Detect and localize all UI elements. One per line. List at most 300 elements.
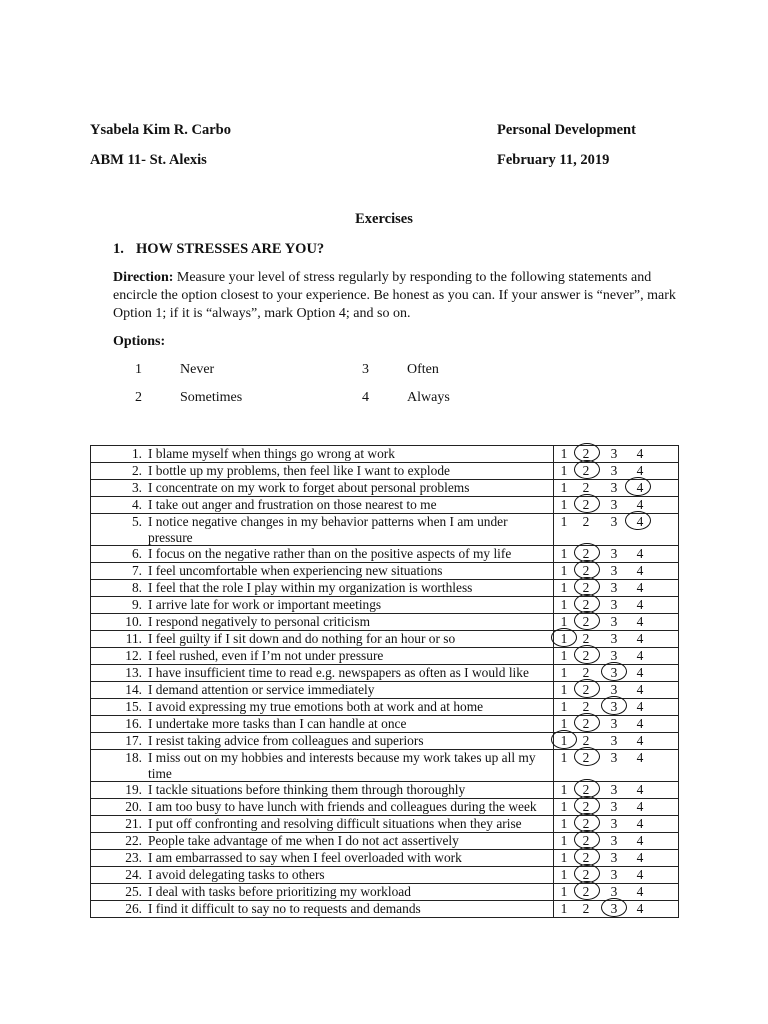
statement-text: I blame myself when things go wrong at work	[148, 446, 395, 461]
selected-answer-circle	[574, 494, 600, 513]
options-cell	[554, 867, 679, 884]
option-2[interactable]: 2	[582, 514, 590, 529]
statement-line	[91, 782, 553, 798]
option-4[interactable]: 4	[636, 816, 644, 831]
option-2[interactable]: 2	[582, 733, 590, 748]
statement-number: 9.	[131, 597, 142, 612]
option-scale	[554, 614, 678, 630]
statement-line	[91, 884, 553, 900]
option-3[interactable]: 3	[610, 867, 618, 882]
options-cell	[554, 497, 679, 514]
option-3[interactable]: 3	[610, 833, 618, 848]
statement-text: I concentrate on my work to forget about personal problems	[148, 480, 470, 495]
survey-row	[91, 716, 679, 733]
option-3[interactable]: 3	[610, 901, 618, 916]
option-3[interactable]: 3	[610, 580, 618, 595]
options-cell	[554, 614, 679, 631]
option-1[interactable]: 1	[560, 901, 568, 916]
option-1[interactable]: 1	[560, 463, 568, 478]
statement-cell	[91, 446, 554, 463]
option-4[interactable]: 4	[636, 614, 644, 629]
statement-line	[91, 665, 553, 681]
options-cell	[554, 699, 679, 716]
statement-cell	[91, 799, 554, 816]
survey-row	[91, 463, 679, 480]
option-1[interactable]: 1	[560, 480, 568, 495]
class-section: ABM 11- St. Alexis	[90, 152, 207, 168]
options-cell	[554, 480, 679, 497]
direction-label: Direction:	[113, 270, 174, 285]
options-cell	[554, 782, 679, 799]
option-2[interactable]: 2	[582, 867, 590, 882]
option-2[interactable]: 2	[582, 463, 590, 478]
selected-answer-circle	[625, 477, 651, 496]
option-4[interactable]: 4	[636, 682, 644, 697]
statement-text: I am embarrassed to say when I feel overloaded with work	[148, 850, 462, 865]
statement-number: 2.	[131, 463, 142, 478]
statement-text: I find it difficult to say no to requests and demands	[148, 901, 421, 916]
statement-line	[91, 850, 553, 866]
option-1[interactable]: 1	[560, 884, 568, 899]
option-3[interactable]: 3	[610, 733, 618, 748]
statement-number: 8.	[131, 580, 142, 595]
option-3[interactable]: 3	[610, 563, 618, 578]
option-1[interactable]: 1	[560, 867, 568, 882]
option-4[interactable]: 4	[636, 463, 644, 478]
option-label-always: Always	[407, 390, 450, 405]
option-3[interactable]: 3	[610, 816, 618, 831]
option-scale	[554, 716, 678, 732]
option-3[interactable]: 3	[610, 699, 618, 714]
option-label-never: Never	[180, 362, 215, 377]
option-2[interactable]: 2	[582, 716, 590, 731]
stress-survey-table	[90, 445, 679, 918]
option-scale	[554, 546, 678, 562]
option-3[interactable]: 3	[610, 446, 618, 461]
option-3[interactable]: 3	[610, 597, 618, 612]
option-scale	[554, 514, 678, 530]
direction-paragraph	[113, 269, 713, 323]
survey-body	[91, 446, 679, 918]
option-2[interactable]: 2	[582, 631, 590, 646]
option-3[interactable]: 3	[610, 463, 618, 478]
option-1[interactable]: 1	[560, 614, 568, 629]
statement-line	[91, 446, 553, 462]
statement-number: 23.	[125, 850, 142, 865]
option-1[interactable]: 1	[560, 833, 568, 848]
statement-number: 6.	[131, 546, 142, 561]
statement-line	[91, 682, 553, 698]
option-scale	[554, 850, 678, 866]
options-cell	[554, 750, 679, 782]
statement-cell	[91, 563, 554, 580]
option-2[interactable]: 2	[582, 480, 590, 495]
option-1[interactable]: 1	[560, 716, 568, 731]
option-1[interactable]: 1	[560, 546, 568, 561]
document-date: February 11, 2019	[497, 152, 610, 168]
options-label: Options:	[113, 334, 166, 349]
selected-answer-circle	[551, 730, 577, 749]
option-label-sometimes: Sometimes	[180, 390, 243, 405]
option-2[interactable]: 2	[582, 580, 590, 595]
statement-cell	[91, 884, 554, 901]
option-3[interactable]: 3	[610, 750, 618, 765]
option-2[interactable]: 2	[582, 833, 590, 848]
option-value-2: 2	[135, 390, 142, 405]
subject-name: Personal Development	[497, 122, 636, 138]
statement-cell	[91, 716, 554, 733]
selected-answer-circle	[625, 511, 651, 530]
option-3[interactable]: 3	[610, 799, 618, 814]
survey-row	[91, 682, 679, 699]
option-2[interactable]: 2	[582, 563, 590, 578]
option-4[interactable]: 4	[636, 901, 644, 916]
statement-text: I notice negative changes in my behavior patterns when I am under pressure	[148, 514, 508, 545]
statement-number: 4.	[131, 497, 142, 512]
statement-number: 7.	[131, 563, 142, 578]
statement-text: I feel rushed, even if I’m not under pressure	[148, 648, 384, 663]
option-1[interactable]: 1	[560, 699, 568, 714]
option-1[interactable]: 1	[560, 497, 568, 512]
statement-text: I feel guilty if I sit down and do nothing for an hour or so	[148, 631, 456, 646]
statement-line	[91, 497, 553, 513]
option-scale	[554, 446, 678, 462]
option-1[interactable]: 1	[560, 682, 568, 697]
option-3[interactable]: 3	[610, 614, 618, 629]
option-3[interactable]: 3	[610, 497, 618, 512]
option-2[interactable]: 2	[582, 682, 590, 697]
options-cell	[554, 733, 679, 750]
option-2[interactable]: 2	[582, 497, 590, 512]
statement-cell	[91, 816, 554, 833]
statement-cell	[91, 867, 554, 884]
statement-cell	[91, 546, 554, 563]
statement-number: 10.	[125, 614, 142, 629]
option-4[interactable]: 4	[636, 799, 644, 814]
options-cell	[554, 850, 679, 867]
option-4[interactable]: 4	[636, 648, 644, 663]
statement-line	[91, 514, 553, 545]
statement-cell	[91, 682, 554, 699]
statement-text: People take advantage of me when I do not act assertively	[148, 833, 459, 848]
option-3[interactable]: 3	[610, 648, 618, 663]
option-4[interactable]: 4	[636, 480, 644, 495]
option-value-4: 4	[362, 390, 369, 405]
options-cell	[554, 799, 679, 816]
statement-text: I undertake more tasks than I can handle at once	[148, 716, 407, 731]
options-cell	[554, 665, 679, 682]
option-4[interactable]: 4	[636, 733, 644, 748]
option-scale	[554, 782, 678, 798]
statement-number: 19.	[125, 782, 142, 797]
statement-line	[91, 631, 553, 647]
option-3[interactable]: 3	[610, 546, 618, 561]
statement-number: 22.	[125, 833, 142, 848]
statement-line	[91, 901, 553, 917]
statement-line	[91, 463, 553, 479]
statement-cell	[91, 750, 554, 782]
option-scale	[554, 867, 678, 883]
statement-cell	[91, 597, 554, 614]
option-1[interactable]: 1	[560, 514, 568, 529]
option-1[interactable]: 1	[560, 597, 568, 612]
option-scale	[554, 563, 678, 579]
option-3[interactable]: 3	[610, 480, 618, 495]
selected-answer-circle	[601, 898, 627, 917]
option-4[interactable]: 4	[636, 884, 644, 899]
selected-answer-circle	[574, 881, 600, 900]
statement-line	[91, 799, 553, 815]
selected-answer-circle	[574, 747, 600, 766]
survey-row	[91, 884, 679, 901]
option-4[interactable]: 4	[636, 546, 644, 561]
option-scale	[554, 816, 678, 832]
option-4[interactable]: 4	[636, 782, 644, 797]
options-cell	[554, 446, 679, 463]
statement-number: 13.	[125, 665, 142, 680]
statement-cell	[91, 497, 554, 514]
option-4[interactable]: 4	[636, 665, 644, 680]
statement-number: 20.	[125, 799, 142, 814]
option-1[interactable]: 1	[560, 750, 568, 765]
exercise-number: 1.	[113, 241, 124, 257]
option-2[interactable]: 2	[582, 816, 590, 831]
option-scale	[554, 480, 678, 496]
statement-text: I avoid delegating tasks to others	[148, 867, 325, 882]
options-cell	[554, 631, 679, 648]
statement-text: I tackle situations before thinking them through thoroughly	[148, 782, 466, 797]
option-2[interactable]: 2	[582, 648, 590, 663]
option-3[interactable]: 3	[610, 631, 618, 646]
statement-number: 16.	[125, 716, 142, 731]
option-1[interactable]: 1	[560, 733, 568, 748]
statement-number: 26.	[125, 901, 142, 916]
option-1[interactable]: 1	[560, 665, 568, 680]
options-cell	[554, 580, 679, 597]
option-value-1: 1	[135, 362, 142, 377]
selected-answer-circle	[574, 460, 600, 479]
statement-line	[91, 816, 553, 832]
option-1[interactable]: 1	[560, 580, 568, 595]
option-scale	[554, 580, 678, 596]
option-2[interactable]: 2	[582, 446, 590, 461]
statement-line	[91, 833, 553, 849]
option-4[interactable]: 4	[636, 631, 644, 646]
option-scale	[554, 799, 678, 815]
selected-answer-circle	[601, 662, 627, 681]
statement-line	[91, 597, 553, 613]
statement-line	[91, 546, 553, 562]
statement-line	[91, 480, 553, 496]
statement-line	[91, 716, 553, 732]
option-scale	[554, 631, 678, 647]
section-title: Exercises	[355, 211, 413, 227]
option-2[interactable]: 2	[582, 901, 590, 916]
statement-cell	[91, 614, 554, 631]
option-1[interactable]: 1	[560, 563, 568, 578]
statement-cell	[91, 833, 554, 850]
option-scale	[554, 699, 678, 715]
statement-number: 12.	[125, 648, 142, 663]
direction-line-1	[113, 269, 713, 287]
option-2[interactable]: 2	[582, 799, 590, 814]
option-1[interactable]: 1	[560, 816, 568, 831]
statement-cell	[91, 463, 554, 480]
statement-cell	[91, 631, 554, 648]
option-1[interactable]: 1	[560, 648, 568, 663]
statement-line	[91, 733, 553, 749]
option-4[interactable]: 4	[636, 514, 644, 529]
selected-answer-circle	[574, 679, 600, 698]
statement-text: I take out anger and frustration on those nearest to me	[148, 497, 437, 512]
option-scale	[554, 733, 678, 749]
statement-cell	[91, 850, 554, 867]
option-1[interactable]: 1	[560, 850, 568, 865]
survey-row	[91, 497, 679, 514]
statement-cell	[91, 699, 554, 716]
statement-line	[91, 563, 553, 579]
survey-row	[91, 901, 679, 918]
statement-number: 18.	[125, 750, 142, 765]
statement-text: I demand attention or service immediately	[148, 682, 375, 697]
option-4[interactable]: 4	[636, 446, 644, 461]
option-4[interactable]: 4	[636, 850, 644, 865]
option-2[interactable]: 2	[582, 665, 590, 680]
selected-answer-circle	[601, 696, 627, 715]
option-4[interactable]: 4	[636, 833, 644, 848]
option-label-often: Often	[407, 362, 439, 377]
statement-number: 15.	[125, 699, 142, 714]
statement-cell	[91, 514, 554, 546]
selected-answer-circle	[551, 628, 577, 647]
statement-text: I arrive late for work or important meetings	[148, 597, 382, 612]
options-cell	[554, 546, 679, 563]
statement-cell	[91, 580, 554, 597]
option-scale	[554, 750, 678, 766]
options-cell	[554, 514, 679, 546]
option-4[interactable]: 4	[636, 497, 644, 512]
option-2[interactable]: 2	[582, 782, 590, 797]
option-2[interactable]: 2	[582, 750, 590, 765]
statement-line	[91, 750, 553, 781]
option-3[interactable]: 3	[610, 514, 618, 529]
option-4[interactable]: 4	[636, 563, 644, 578]
option-scale	[554, 497, 678, 513]
options-cell	[554, 816, 679, 833]
statement-text: I bottle up my problems, then feel like I want to explode	[148, 463, 450, 478]
statement-number: 5.	[131, 514, 142, 529]
statement-line	[91, 699, 553, 715]
options-cell	[554, 597, 679, 614]
statement-cell	[91, 901, 554, 918]
statement-text: I feel uncomfortable when experiencing new situations	[148, 563, 443, 578]
statement-line	[91, 614, 553, 630]
statement-cell	[91, 782, 554, 799]
option-4[interactable]: 4	[636, 867, 644, 882]
selected-answer-circle	[574, 713, 600, 732]
statement-cell	[91, 480, 554, 497]
statement-text: I miss out on my hobbies and interests because my work takes up all my time	[148, 750, 536, 781]
survey-row	[91, 614, 679, 631]
option-2[interactable]: 2	[582, 699, 590, 714]
option-scale	[554, 833, 678, 849]
option-3[interactable]: 3	[610, 716, 618, 731]
direction-line-3: Option 1; if it is “always”, mark Option 4; and so on.	[113, 306, 411, 321]
option-3[interactable]: 3	[610, 850, 618, 865]
statement-number: 14.	[125, 682, 142, 697]
statement-number: 3.	[131, 480, 142, 495]
statement-text: I focus on the negative rather than on the positive aspects of my life	[148, 546, 512, 561]
statement-number: 1.	[131, 446, 142, 461]
option-scale	[554, 463, 678, 479]
options-cell	[554, 833, 679, 850]
statement-line	[91, 580, 553, 596]
option-value-3: 3	[362, 362, 369, 377]
option-3[interactable]: 3	[610, 665, 618, 680]
statement-number: 25.	[125, 884, 142, 899]
option-2[interactable]: 2	[582, 614, 590, 629]
statement-line	[91, 648, 553, 664]
selected-answer-circle	[574, 611, 600, 630]
direction-text-1: Measure your level of stress regularly by responding to the following statements and	[176, 270, 652, 285]
option-scale	[554, 597, 678, 613]
option-1[interactable]: 1	[560, 782, 568, 797]
survey-row	[91, 750, 679, 782]
statement-number: 17.	[125, 733, 142, 748]
option-scale	[554, 665, 678, 681]
student-name: Ysabela Kim R. Carbo	[90, 122, 231, 138]
selected-answer-circle	[574, 645, 600, 664]
statement-line	[91, 867, 553, 883]
survey-row	[91, 514, 679, 546]
option-3[interactable]: 3	[610, 782, 618, 797]
statement-text: I am too busy to have lunch with friends and colleagues during the week	[148, 799, 537, 814]
option-2[interactable]: 2	[582, 546, 590, 561]
statement-number: 11.	[125, 631, 142, 646]
direction-line-2: encircle the option closest to your experience. Be honest as you can. If your answer is “never”, mark	[113, 288, 676, 303]
option-4[interactable]: 4	[636, 580, 644, 595]
options-cell	[554, 716, 679, 733]
option-4[interactable]: 4	[636, 699, 644, 714]
statement-number: 21.	[125, 816, 142, 831]
option-4[interactable]: 4	[636, 750, 644, 765]
option-1[interactable]: 1	[560, 446, 568, 461]
option-4[interactable]: 4	[636, 597, 644, 612]
exercise-title: HOW STRESSES ARE YOU?	[136, 241, 325, 257]
option-scale	[554, 901, 678, 917]
statement-text: I resist taking advice from colleagues and superiors	[148, 733, 424, 748]
option-2[interactable]: 2	[582, 884, 590, 899]
option-1[interactable]: 1	[560, 799, 568, 814]
statement-text: I avoid expressing my true emotions both at work and at home	[148, 699, 484, 714]
survey-row	[91, 648, 679, 665]
option-3[interactable]: 3	[610, 682, 618, 697]
option-1[interactable]: 1	[560, 631, 568, 646]
option-4[interactable]: 4	[636, 716, 644, 731]
statement-cell	[91, 665, 554, 682]
option-2[interactable]: 2	[582, 597, 590, 612]
options-cell	[554, 563, 679, 580]
statement-cell	[91, 648, 554, 665]
statement-text: I feel that the role I play within my organization is worthless	[148, 580, 473, 595]
options-cell	[554, 901, 679, 918]
statement-cell	[91, 733, 554, 750]
statement-text: I deal with tasks before prioritizing my workload	[148, 884, 411, 899]
statement-text: I put off confronting and resolving difficult situations when they arise	[148, 816, 522, 831]
option-2[interactable]: 2	[582, 850, 590, 865]
options-cell	[554, 463, 679, 480]
option-3[interactable]: 3	[610, 884, 618, 899]
